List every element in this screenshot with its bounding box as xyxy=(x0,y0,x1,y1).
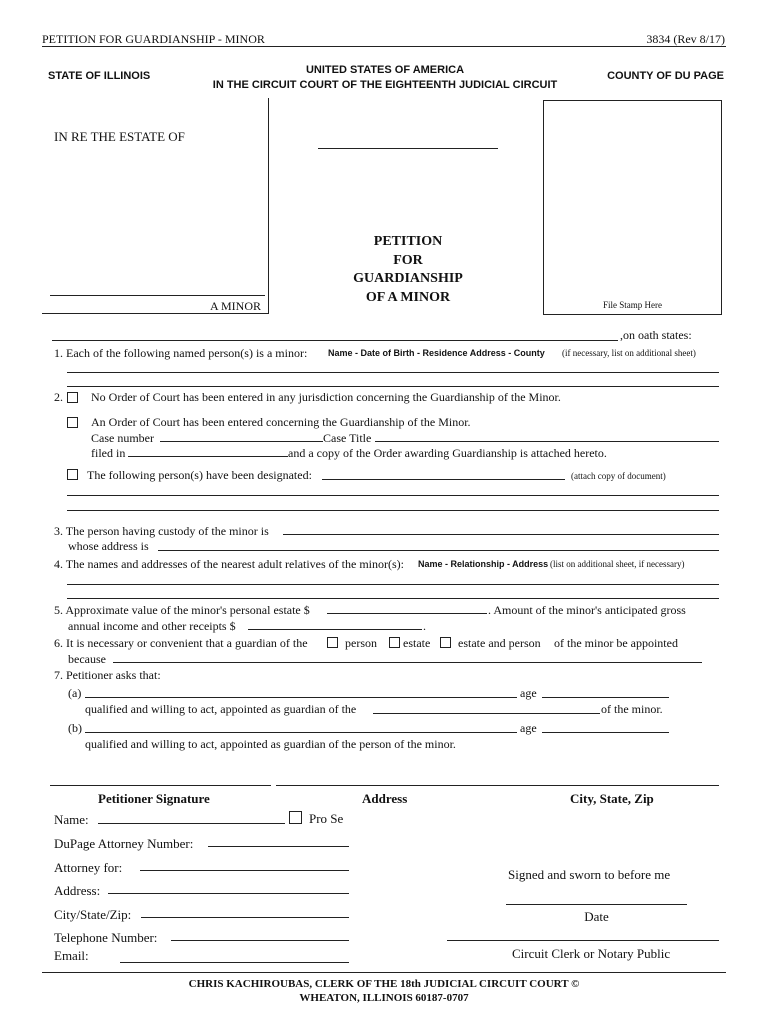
form-number: 3834 (Rev 8/17) xyxy=(646,32,725,46)
city-state-zip-column-label: City, State, Zip xyxy=(570,791,654,806)
age-b-label: age xyxy=(520,721,537,735)
title-line-4: OF A MINOR xyxy=(365,289,451,305)
guardian-estate-person-checkbox[interactable] xyxy=(440,637,451,648)
attorney-number-field[interactable] xyxy=(208,846,349,847)
designated-line-1[interactable] xyxy=(67,495,719,496)
item-1-text: 1. Each of the following named person(s) is a minor: xyxy=(54,346,308,360)
guardian-a-name-field[interactable] xyxy=(85,697,517,698)
item-4-columns: Name - Relationship - Address xyxy=(418,559,549,569)
in-re-label: IN RE THE ESTATE OF xyxy=(54,129,185,144)
order-entered-checkbox[interactable] xyxy=(67,417,78,428)
custody-person-field[interactable] xyxy=(283,534,719,535)
guardian-a-age-field[interactable] xyxy=(542,697,669,698)
attorney-for-field[interactable] xyxy=(140,870,349,871)
item-2a-text: No Order of Court has been entered in any jurisdiction concerning the Guardianship of the Minor. xyxy=(91,390,561,404)
minor-name-field[interactable] xyxy=(50,295,265,296)
item-6-text: 6. It is necessary or convenient that a guardian of the xyxy=(54,636,308,650)
item-4-note: (list on additional sheet, if necessary) xyxy=(550,559,685,569)
country-label: UNITED STATES OF AMERICA xyxy=(305,64,465,76)
designated-line-2[interactable] xyxy=(67,510,719,511)
guardian-estate-person-label: estate and person xyxy=(458,636,541,650)
item-5-text: 5. Approximate value of the minor's personal estate $ xyxy=(54,603,310,617)
footer-clerk: CHRIS KACHIROUBAS, CLERK OF THE 18th JUDICIAL CIRCUIT COURT © xyxy=(188,978,580,990)
petitioner-signature-label: Petitioner Signature xyxy=(98,791,210,806)
item-2-number: 2. xyxy=(54,390,63,404)
item-4-text: 4. The names and addresses of the nearest adult relatives of the minor(s): xyxy=(54,557,404,571)
court-label: IN THE CIRCUIT COURT OF THE EIGHTEENTH JUDICIAL CIRCUIT xyxy=(212,79,558,91)
item-3-text: 3. The person having custody of the minor is xyxy=(54,524,269,538)
guardian-a-type-field[interactable] xyxy=(373,713,600,714)
custody-address-field[interactable] xyxy=(158,550,719,551)
county-label: COUNTY OF DU PAGE xyxy=(607,70,724,82)
telephone-label: Telephone Number: xyxy=(54,930,158,945)
order-case-title-field[interactable] xyxy=(375,441,719,442)
guardian-b-name-field[interactable] xyxy=(85,732,517,733)
header-rule xyxy=(42,46,726,47)
designated-persons-field[interactable] xyxy=(322,479,565,480)
a-minor-label: A MINOR xyxy=(210,299,262,313)
filed-in-rest-text: and a copy of the Order awarding Guardianship is attached hereto. xyxy=(288,446,607,460)
city-state-zip-field[interactable] xyxy=(141,917,349,918)
item-6-rest: of the minor be appointed xyxy=(554,636,678,650)
estate-value-field[interactable] xyxy=(327,613,487,614)
pro-se-label: Pro Se xyxy=(309,811,344,826)
because-text: because xyxy=(68,652,106,666)
filed-in-field[interactable] xyxy=(128,456,288,457)
date-label: Date xyxy=(584,909,609,924)
item-7a-label: (a) xyxy=(68,686,82,700)
date-field[interactable] xyxy=(506,904,687,905)
case-title-text: Case Title xyxy=(323,431,372,445)
minor-list-line-2[interactable] xyxy=(67,386,719,387)
case-number-field[interactable] xyxy=(318,148,498,149)
file-stamp-label: File Stamp Here xyxy=(603,300,662,310)
title-line-3: GUARDIANSHIP xyxy=(353,271,463,286)
item-5-line-2: annual income and other receipts $ xyxy=(68,619,236,633)
attorney-number-label: DuPage Attorney Number: xyxy=(54,836,194,851)
address-label: Address: xyxy=(54,883,101,898)
age-a-label: age xyxy=(520,686,537,700)
minor-list-line-1[interactable] xyxy=(67,372,719,373)
telephone-field[interactable] xyxy=(171,940,349,941)
qualified-a-text: qualified and willing to act, appointed as guardian of the xyxy=(85,702,357,716)
address-field[interactable] xyxy=(108,893,349,894)
petitioner-signature-field[interactable] xyxy=(50,785,271,786)
case-number-text: Case number xyxy=(91,431,154,445)
attorney-for-label: Attorney for: xyxy=(54,860,123,875)
designated-checkbox[interactable] xyxy=(67,469,78,480)
sworn-label: Signed and sworn to before me xyxy=(508,867,671,882)
footer-rule xyxy=(42,972,726,973)
footer-address: WHEATON, ILLINOIS 60187-0707 xyxy=(299,992,469,1004)
name-field[interactable] xyxy=(98,823,285,824)
because-field[interactable] xyxy=(113,662,702,663)
qualified-b-text: qualified and willing to act, appointed as guardian of the person of the minor. xyxy=(85,737,456,751)
item-2b-text: An Order of Court has been entered concerning the Guardianship of the Minor. xyxy=(91,415,471,429)
whose-address-text: whose address is xyxy=(68,539,149,553)
item-7b-label: (b) xyxy=(68,721,82,735)
caption-left-bottom xyxy=(42,313,269,314)
email-label: Email: xyxy=(54,948,89,963)
guardian-b-age-field[interactable] xyxy=(542,732,669,733)
clerk-signature-field[interactable] xyxy=(447,940,719,941)
guardian-estate-checkbox[interactable] xyxy=(389,637,400,648)
pro-se-checkbox[interactable] xyxy=(289,811,302,824)
on-oath-label: ,on oath states: xyxy=(620,328,692,342)
of-minor-text: of the minor. xyxy=(601,702,663,716)
item-5-rest: . Amount of the minor's anticipated gross xyxy=(488,603,686,617)
filed-in-text: filed in xyxy=(91,446,126,460)
item-2c-note: (attach copy of document) xyxy=(571,471,666,481)
email-field[interactable] xyxy=(120,962,349,963)
title-line-2: FOR xyxy=(393,252,423,268)
address-column-label: Address xyxy=(362,791,408,806)
guardian-person-checkbox[interactable] xyxy=(327,637,338,648)
city-state-zip-label: City/State/Zip: xyxy=(54,907,132,922)
caption-left-divider xyxy=(268,98,269,313)
relatives-line-1[interactable] xyxy=(67,584,719,585)
title-line-1: PETITION xyxy=(373,234,443,249)
no-order-checkbox[interactable] xyxy=(67,392,78,403)
guardian-person-label: person xyxy=(345,636,377,650)
item-5-period: . xyxy=(423,619,426,633)
item-1-note: (if necessary, list on additional sheet) xyxy=(562,348,696,358)
file-stamp-box xyxy=(543,100,722,315)
guardian-estate-label: estate xyxy=(403,636,431,650)
item-2c-text: The following person(s) have been designated: xyxy=(87,468,312,482)
petitioner-address-field[interactable] xyxy=(276,785,719,786)
petitioner-name-field[interactable] xyxy=(52,340,618,341)
item-1-columns: Name - Date of Birth - Residence Address - County xyxy=(328,348,545,358)
state-label: STATE OF ILLINOIS xyxy=(48,70,151,82)
order-case-number-field[interactable] xyxy=(160,441,323,442)
petition-title xyxy=(318,233,498,307)
clerk-label: Circuit Clerk or Notary Public xyxy=(512,946,671,961)
name-label: Name: xyxy=(54,812,89,827)
relatives-line-2[interactable] xyxy=(67,598,719,599)
form-title: PETITION FOR GUARDIANSHIP - MINOR xyxy=(42,32,265,46)
item-7-text: 7. Petitioner asks that: xyxy=(54,668,161,682)
annual-income-field[interactable] xyxy=(248,629,422,630)
